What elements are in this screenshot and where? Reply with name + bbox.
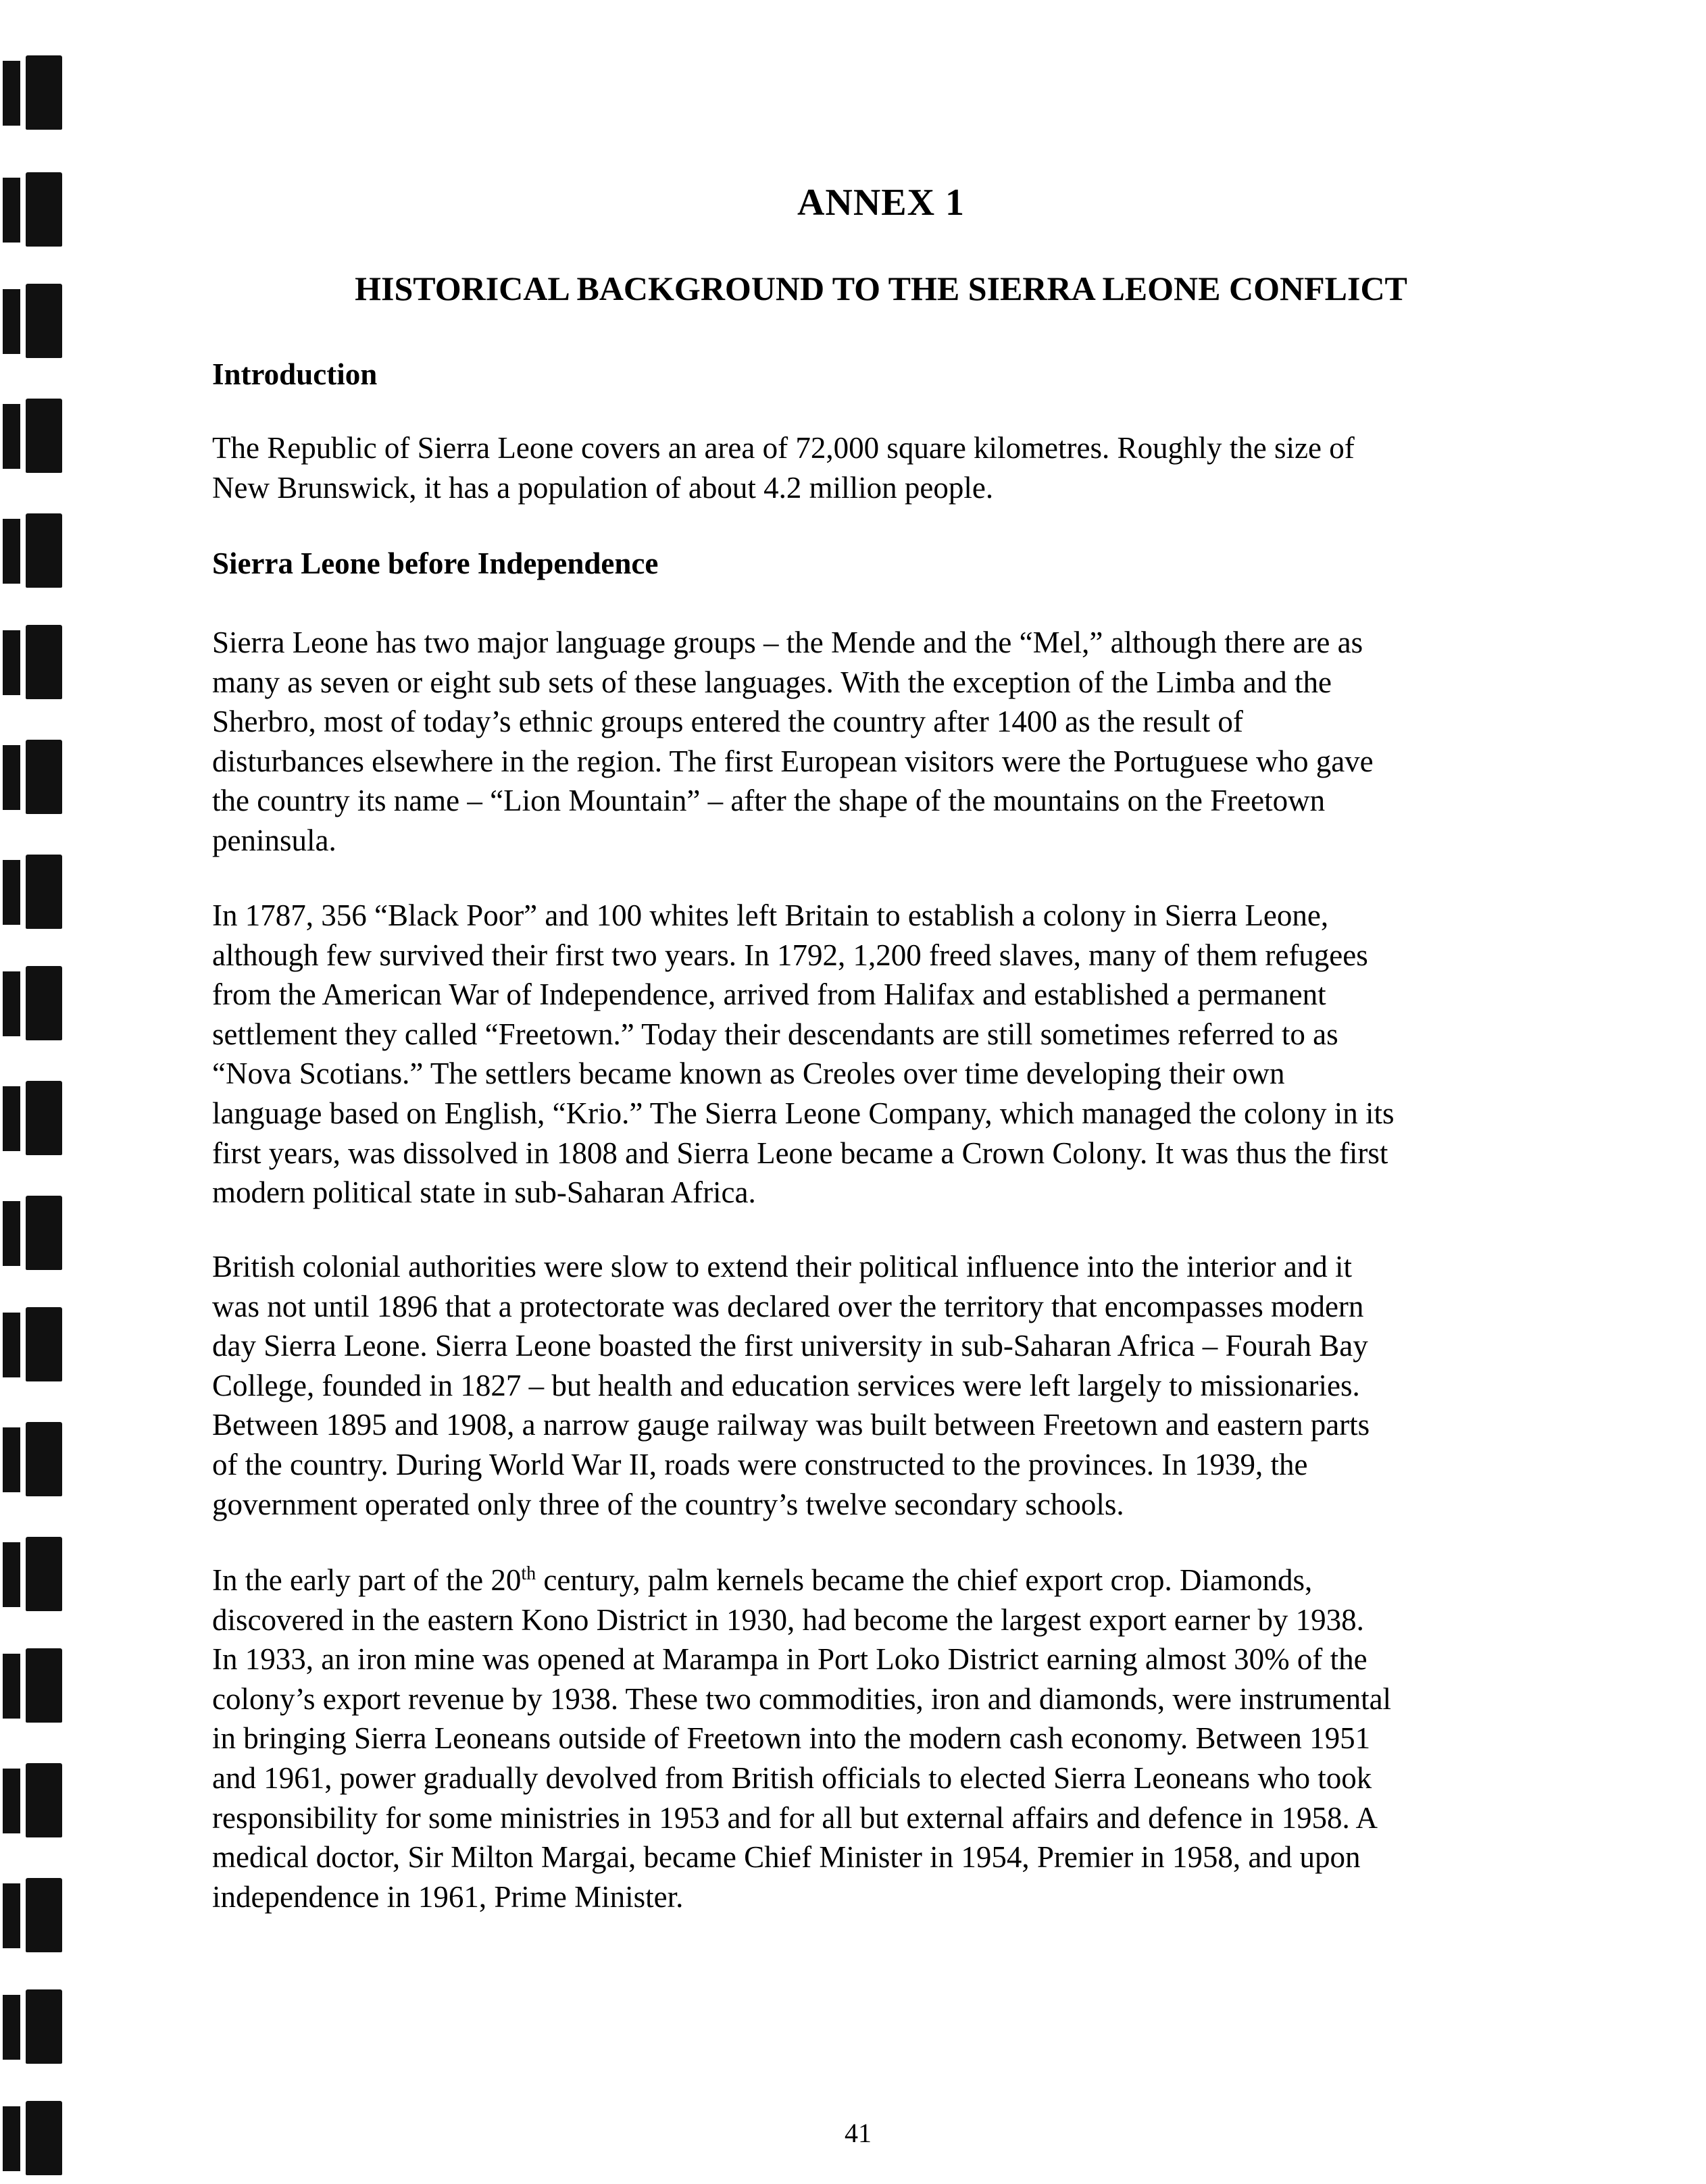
text-line: British colonial authorities were slow to extend their political influence into the interior and it — [212, 1250, 1353, 1284]
binding-ring — [3, 1537, 64, 1611]
text-line: discovered in the eastern Kono District in 1930, had become the largest export earner by 1938. — [212, 1602, 1364, 1637]
text-line: of the country. During World War II, roads were constructed to the provinces. In 1939, the — [212, 1447, 1308, 1481]
text-line: The Republic of Sierra Leone covers an area of 72,000 square kilometres. Roughly the size of — [212, 431, 1355, 465]
text-line: settlement they called “Freetown.” Today their descendants are still sometimes referred to as — [212, 1017, 1338, 1051]
text-line: “Nova Scotians.” The settlers became known as Creoles over time developing their own — [212, 1057, 1285, 1091]
paragraph-introduction — [212, 428, 1550, 507]
text-line: in bringing Sierra Leoneans outside of Freetown into the modern cash economy. Between 1951 — [212, 1721, 1371, 1756]
text-line: day Sierra Leone. Sierra Leone boasted the first university in sub-Saharan Africa – Fourah Bay — [212, 1329, 1368, 1363]
text-line: Sierra Leone has two major language groups – the Mende and the “Mel,” although there are as — [212, 626, 1363, 659]
text-line: Sherbro, most of today’s ethnic groups entered the country after 1400 as the result of — [212, 705, 1243, 739]
binding-ring — [3, 172, 64, 247]
paragraph-colonial-authorities — [212, 1247, 1550, 1524]
binding-ring — [3, 1648, 64, 1723]
text-line: peninsula. — [212, 823, 336, 857]
spiral-binding — [0, 0, 74, 2184]
text-line: colony’s export revenue by 1938. These two commodities, iron and diamonds, were instrumental — [212, 1681, 1392, 1716]
paragraph-language-groups — [212, 623, 1550, 861]
text-line: language based on English, “Krio.” The Sierra Leone Company, which managed the colony in its — [212, 1096, 1395, 1130]
text-line: and 1961, power gradually devolved from British officials to elected Sierra Leoneans who took — [212, 1760, 1372, 1795]
binding-ring — [3, 740, 64, 814]
text-line: was not until 1896 that a protectorate was declared over the territory that encompasses modern — [212, 1289, 1364, 1323]
paragraph-colony — [212, 896, 1550, 1213]
text-line: the country its name – “Lion Mountain” – after the shape of the mountains on the Freetown — [212, 784, 1326, 818]
page-number: 41 — [845, 2118, 872, 2148]
binding-ring — [3, 966, 64, 1040]
binding-ring — [3, 2101, 64, 2175]
binding-ring — [3, 1763, 64, 1837]
text-line: modern political state in sub-Saharan Africa. — [212, 1175, 756, 1210]
text-line: Between 1895 and 1908, a narrow gauge railway was built between Freetown and eastern parts — [212, 1408, 1370, 1442]
binding-ring — [3, 1081, 64, 1155]
text-line: disturbances elsewhere in the region. The first European visitors were the Portuguese who gave — [212, 744, 1374, 778]
section-heading-before-independence: Sierra Leone before Independence — [212, 547, 659, 580]
annex-title: ANNEX 1 — [797, 182, 965, 224]
text-line: In 1787, 356 “Black Poor” and 100 whites left Britain to establish a colony in Sierra Leone, — [212, 898, 1329, 932]
page-title: HISTORICAL BACKGROUND TO THE SIERRA LEONE CONFLICT — [355, 270, 1407, 307]
binding-ring — [3, 1422, 64, 1496]
binding-ring — [3, 625, 64, 699]
text-line: independence in 1961, Prime Minister. — [212, 1879, 684, 1914]
text-fragment: In the early part of the 20 — [212, 1563, 522, 1597]
binding-ring — [3, 1989, 64, 2064]
text-line: College, founded in 1827 – but health and education services were left largely to missionaries. — [212, 1368, 1360, 1402]
superscript-ordinal: th — [521, 1563, 536, 1584]
binding-ring — [3, 55, 64, 130]
binding-ring — [3, 1878, 64, 1952]
text-line: New Brunswick, it has a population of about 4.2 million people. — [212, 470, 994, 505]
binding-ring — [3, 1307, 64, 1381]
binding-ring — [3, 399, 64, 473]
text-line: government operated only three of the country’s twelve secondary schools. — [212, 1487, 1124, 1521]
section-heading-introduction: Introduction — [212, 357, 378, 391]
text-line: medical doctor, Sir Milton Margai, became Chief Minister in 1954, Premier in 1958, and upon — [212, 1840, 1361, 1875]
text-line: although few survived their first two years. In 1792, 1,200 freed slaves, many of them refugees — [212, 938, 1368, 972]
text-line: from the American War of Independence, arrived from Halifax and established a permanent — [212, 977, 1326, 1012]
paragraph-economy-independence — [212, 1560, 1550, 1916]
text-line: responsibility for some ministries in 1953 and for all but external affairs and defence in 1958. A — [212, 1800, 1378, 1835]
text-fragment: century, palm kernels became the chief export crop. Diamonds, — [536, 1563, 1313, 1597]
binding-ring — [3, 1196, 64, 1270]
text-line — [212, 1560, 1550, 1600]
binding-ring — [3, 513, 64, 588]
binding-ring — [3, 855, 64, 929]
text-line: In 1933, an iron mine was opened at Marampa in Port Loko District earning almost 30% of the — [212, 1642, 1368, 1677]
text-line: first years, was dissolved in 1808 and Sierra Leone became a Crown Colony. It was thus the first — [212, 1136, 1388, 1170]
binding-ring — [3, 284, 64, 358]
text-line: many as seven or eight sub sets of these languages. With the exception of the Limba and the — [212, 665, 1332, 699]
